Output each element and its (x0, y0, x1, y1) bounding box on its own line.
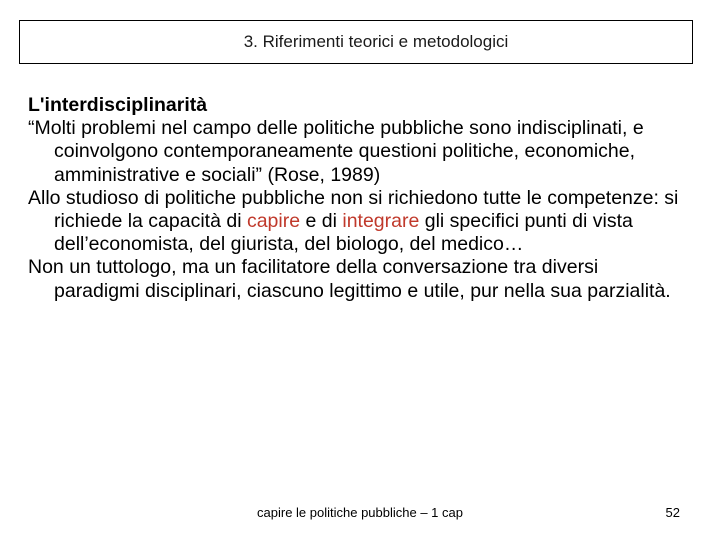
page-number: 52 (665, 505, 680, 520)
competence-paragraph (28, 187, 688, 257)
slide-header-box (19, 20, 693, 64)
section-title: L'interdisciplinarità (28, 94, 208, 116)
slide-content (28, 94, 688, 303)
competence-text-3: gli specifici punti di vista dell’economista, del giurista, del biologo, del medico… (54, 210, 633, 256)
highlight-capire: capire (246, 210, 301, 233)
highlight-integrare: integrare (342, 210, 420, 233)
footer-text: capire le politiche pubbliche – 1 cap (257, 505, 463, 520)
facilitator-paragraph: Non un tuttologo, ma un facilitatore della conversazione tra diversi paradigmi disciplinari, ciascuno legittimo e utile, pur nella sua parzialità. (28, 256, 671, 302)
competence-text-1: Allo studioso di politiche pubbliche non si richiedono tutte le competenze: si richiede la capacità di (28, 186, 679, 233)
quote-paragraph: “Molti problemi nel campo delle politiche pubbliche sono indisciplinati, e coinvolgono contemporaneamente questioni politiche, economiche, amministrative e sociali” (Rose, 1989) (28, 117, 644, 186)
slide-header-title: 3. Riferimenti teorici e metodologici (243, 32, 509, 51)
competence-text-2: e di (300, 210, 343, 233)
